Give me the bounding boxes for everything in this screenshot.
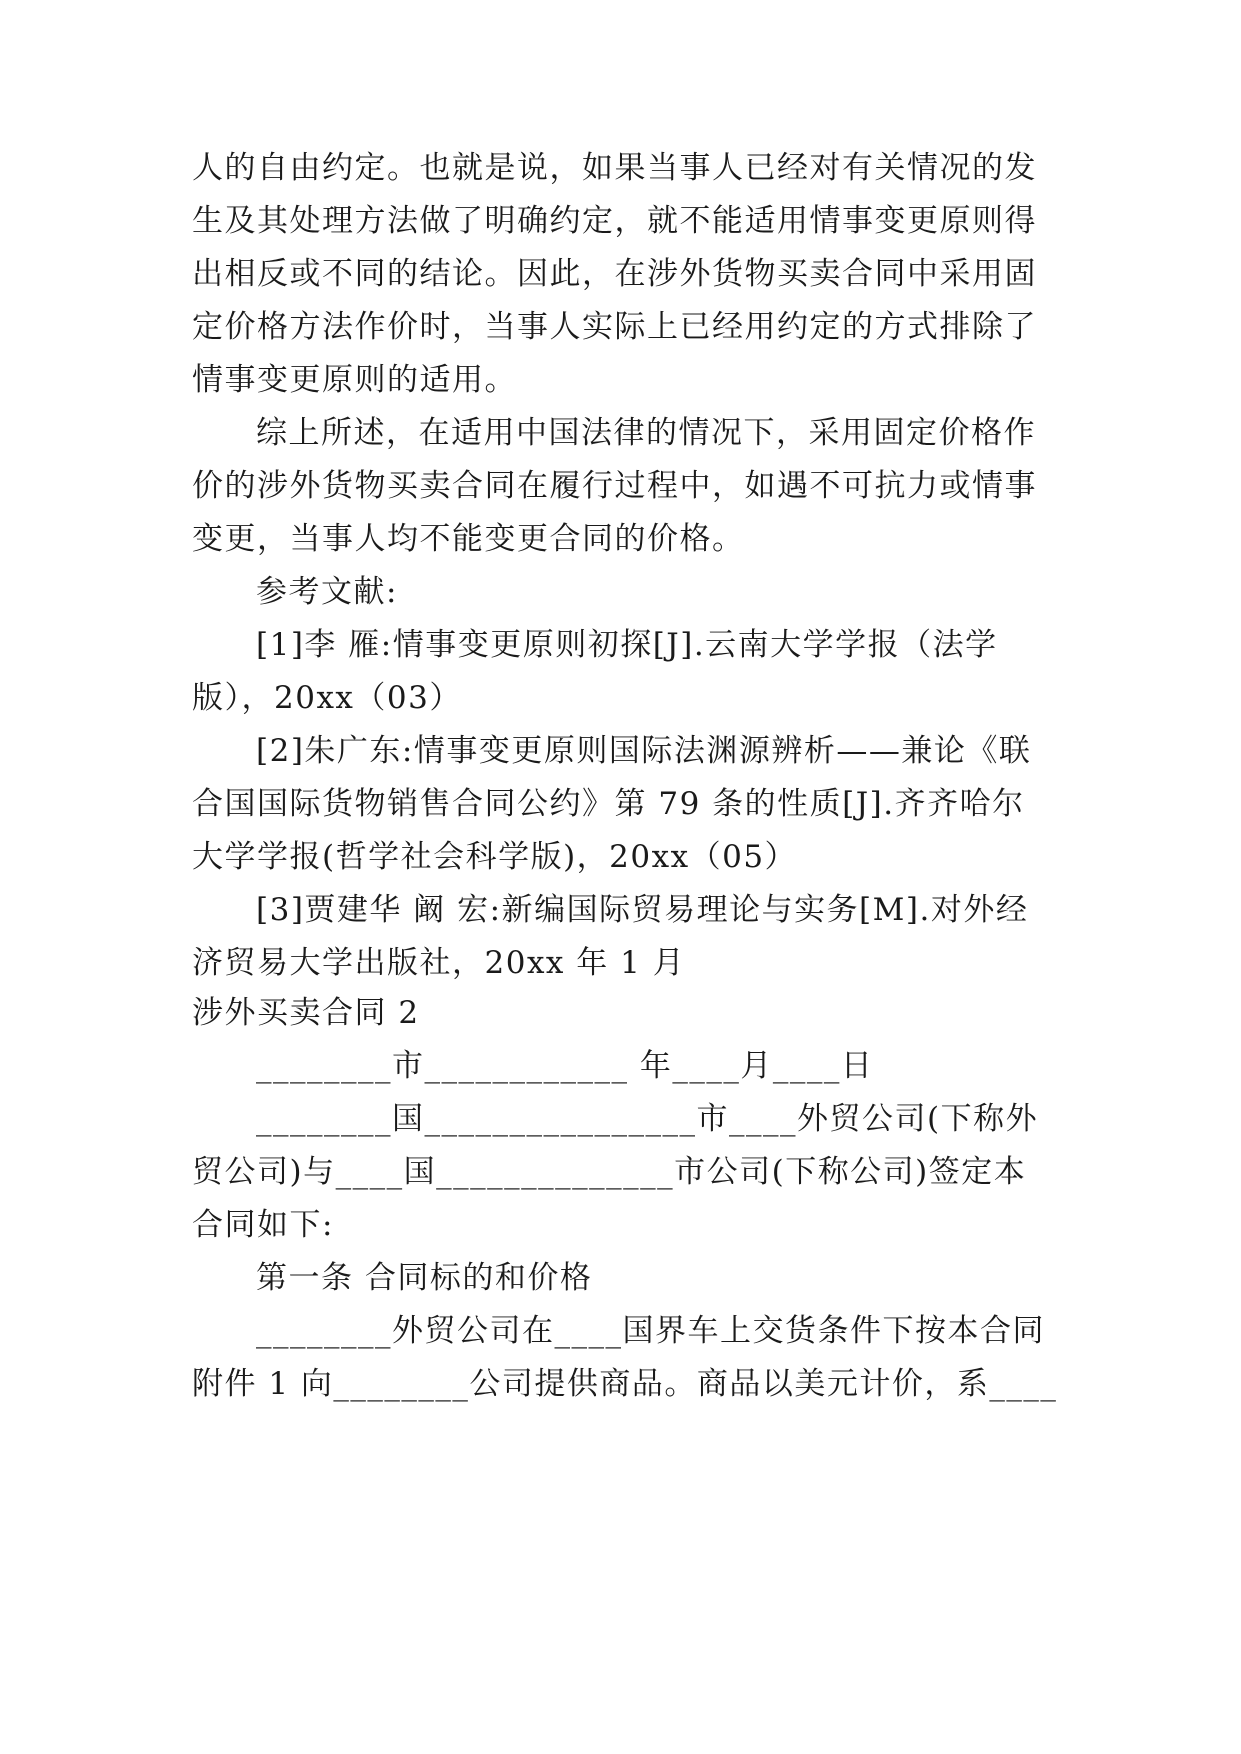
reference-item: [2]朱广东:情事变更原则国际法渊源辨析——兼论《联 <box>256 733 1032 769</box>
text-line: 合同如下: <box>192 1207 334 1243</box>
text-line: 出相反或不同的结论。因此，在涉外货物买卖合同中采用固 <box>192 256 1037 292</box>
text-line: 人的自由约定。也就是说，如果当事人已经对有关情况的发 <box>192 150 1037 186</box>
text-line: 附件 1 向________公司提供商品。商品以美元计价，系____ <box>192 1366 1058 1402</box>
text-line: 综上所述，在适用中国法律的情况下，采用固定价格作 <box>256 415 1036 451</box>
article-heading: 第一条 合同标的和价格 <box>256 1260 593 1296</box>
text-line: 定价格方法作价时，当事人实际上已经用约定的方式排除了 <box>192 309 1037 345</box>
reference-item: 版），20xx（03） <box>192 680 462 716</box>
text-line: 生及其处理方法做了明确约定，就不能适用情事变更原则得 <box>192 203 1037 239</box>
reference-item: 济贸易大学出版社，20xx 年 1 月 <box>192 945 686 981</box>
text-line: ________外贸公司在____国界车上交货条件下按本合同 <box>256 1313 1045 1349</box>
text-line: 贸公司)与____国______________市公司(下称公司)签定本 <box>192 1154 1027 1190</box>
reference-item: 大学学报(哲学社会科学版)，20xx（05） <box>192 839 798 875</box>
text-line: 情事变更原则的适用。 <box>192 362 517 398</box>
text-line: 价的涉外货物买卖合同在履行过程中，如遇不可抗力或情事 <box>192 468 1037 504</box>
reference-item: 合国国际货物销售合同公约》第 79 条的性质[J].齐齐哈尔 <box>192 786 1025 822</box>
text-line: ________市____________ 年____月____日 <box>256 1048 874 1084</box>
text-line: ________国________________市____外贸公司(下称外 <box>256 1101 1039 1137</box>
text-line: 变更，当事人均不能变更合同的价格。 <box>192 521 745 557</box>
section-title: 涉外买卖合同 2 <box>192 995 420 1031</box>
reference-item: [3]贾建华 阚 宏:新编国际贸易理论与实务[M].对外经 <box>256 892 1029 928</box>
reference-item: [1]李 雁:情事变更原则初探[J].云南大学学报（法学 <box>256 627 998 663</box>
references-heading: 参考文献: <box>256 574 398 610</box>
